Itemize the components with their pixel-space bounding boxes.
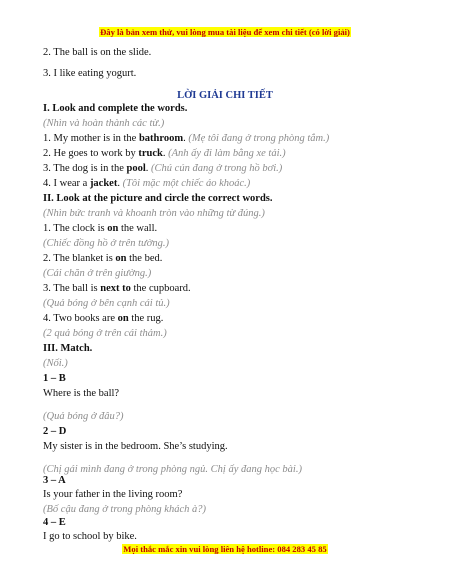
section2-item-4-gloss: (2 quả bóng ở trên cái thảm.) <box>43 328 167 339</box>
section1-item-4: 4. I wear a jacket. (Tôi mặc một chiếc áo khoác.) <box>43 178 251 189</box>
match-gloss-1: (Quả bóng ở đâu?) <box>43 411 124 422</box>
footer-text: Mọi thắc mắc xin vui lòng liên hệ hotline: 084 283 45 85 <box>123 544 327 554</box>
match-gloss-2: (Chị gái mình đang ở trong phòng ngủ. Chị ấy đang học bài.) <box>43 464 302 475</box>
match-text-3: Is your father in the living room? <box>43 489 183 500</box>
section3-heading: III. Match. <box>43 343 93 354</box>
section1-item-1: 1. My mother is in the bathroom. (Mẹ tôi đang ở trong phòng tắm.) <box>43 133 330 144</box>
section2-item-2: 2. The blanket is on the bed. <box>43 253 163 264</box>
section2-item-1-gloss: (Chiếc đồng hồ ở trên tường.) <box>43 238 169 249</box>
preview-banner <box>0 27 450 37</box>
section3-gloss: (Nối.) <box>43 358 68 369</box>
section2-item-1: 1. The clock is on the wall. <box>43 223 158 234</box>
match-key-1: 1 – B <box>43 373 66 384</box>
banner-text: Đây là bản xem thử, vui lòng mua tài liệu để xem chi tiết (có lời giải) <box>100 27 350 37</box>
top-line-1: 2. The ball is on the slide. <box>43 47 152 58</box>
top-line-2: 3. I like eating yogurt. <box>43 68 137 79</box>
match-key-2: 2 – D <box>43 426 67 437</box>
match-key-3: 3 – A <box>43 475 66 486</box>
section2-heading: II. Look at the picture and circle the correct words. <box>43 193 273 204</box>
section1-gloss: (Nhìn và hoàn thành các từ.) <box>43 118 165 129</box>
match-text-1: Where is the ball? <box>43 388 120 399</box>
section2-item-3: 3. The ball is next to the cupboard. <box>43 283 191 294</box>
match-gloss-3: (Bố cậu đang ở trong phòng khách à?) <box>43 504 206 515</box>
section1-item-3: 3. The dog is in the pool. (Chú cún đang ở trong hồ bơi.) <box>43 163 283 174</box>
match-text-2: My sister is in the bedroom. She’s studying. <box>43 441 228 452</box>
section2-item-2-gloss: (Cái chăn ở trên giường.) <box>43 268 152 279</box>
section2-gloss: (Nhìn bức tranh và khoanh tròn vào những từ đúng.) <box>43 208 265 219</box>
section1-item-2: 2. He goes to work by truck. (Anh ấy đi làm bằng xe tải.) <box>43 148 286 159</box>
answer-title: LỜI GIẢI CHI TIẾT <box>177 90 273 101</box>
section1-heading: I. Look and complete the words. <box>43 103 188 114</box>
section2-item-4: 4. Two books are on the rug. <box>43 313 164 324</box>
section2-item-3-gloss: (Quả bóng ở bên cạnh cái tủ.) <box>43 298 170 309</box>
match-key-4: 4 – E <box>43 517 66 528</box>
hotline-footer <box>0 544 450 554</box>
match-text-4: I go to school by bike. <box>43 531 137 542</box>
